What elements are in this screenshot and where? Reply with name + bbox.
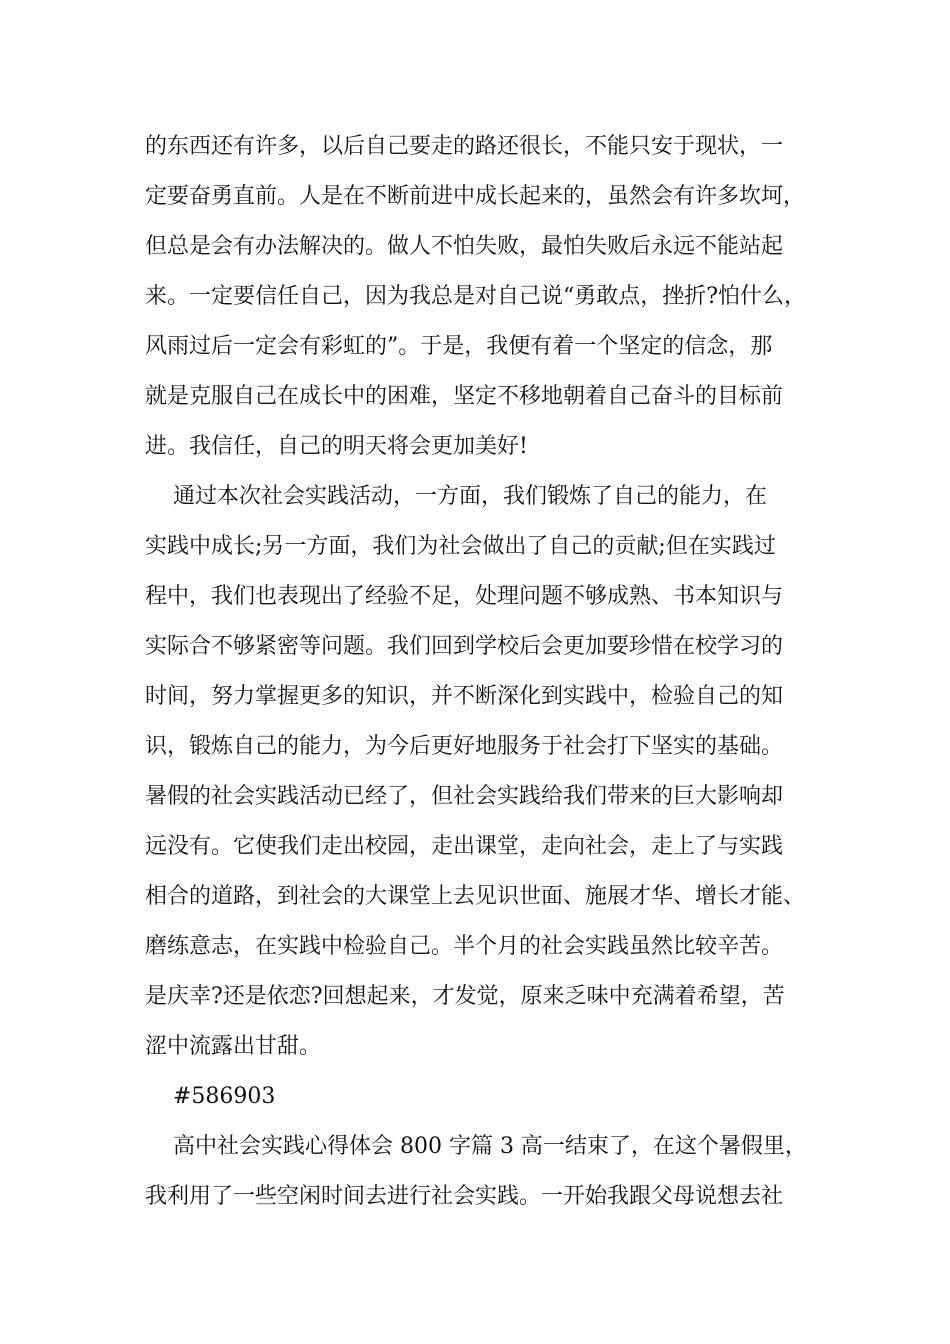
text-line: 高中社会实践心得体会 800 字篇 3 高一结束了，在这个暑假里，: [145, 1134, 807, 1159]
text-line: 就是克服自己在成长中的困难，坚定不移地朝着自己奋斗的目标前: [145, 384, 784, 409]
text-line: 时间，努力掌握更多的知识，并不断深化到实践中，检验自己的知: [145, 684, 784, 709]
text-line: 远没有。它使我们走出校园，走出课堂，走向社会，走上了与实践: [145, 834, 784, 859]
document-body: [145, 122, 835, 1222]
text-line: 程中，我们也表现出了经验不足，处理问题不够成熟、书本知识与: [145, 584, 784, 609]
text-line: 相合的道路，到社会的大课堂上去见识世面、施展才华、增长才能、: [145, 884, 806, 909]
text-line: 定要奋勇直前。人是在不断前进中成长起来的，虽然会有许多坎坷，: [145, 184, 806, 209]
text-line: 实际合不够紧密等问题。我们回到学校后会更加要珍惜在校学习的: [145, 634, 784, 659]
text-line: 风雨过后一定会有彩虹的”。于是，我便有着一个坚定的信念，那: [145, 334, 773, 359]
text-line: 实践中成长;另一方面，我们为社会做出了自己的贡献;但在实践过: [145, 534, 776, 559]
text-line: 是庆幸?还是依恋?回想起来，才发觉，原来乏味中充满着希望，苦: [145, 984, 785, 1009]
text-line: 进。我信任，自己的明天将会更加美好!: [145, 434, 528, 459]
text-line: 通过本次社会实践活动，一方面，我们锻炼了自己的能力，在: [145, 484, 767, 509]
text-line: 我利用了一些空闲时间去进行社会实践。一开始我跟父母说想去社: [145, 1184, 784, 1209]
text-line: 磨练意志，在实践中检验自己。半个月的社会实践虽然比较辛苦。: [145, 934, 784, 959]
text-line: 暑假的社会实践活动已经了，但社会实践给我们带来的巨大影响却: [145, 784, 784, 809]
text-line: 的东西还有许多，以后自己要走的路还很长，不能只安于现状，一: [145, 134, 784, 159]
text-line: 涩中流露出甘甜。: [145, 1034, 322, 1059]
text-line: 但总是会有办法解决的。做人不怕失败，最怕失败后永远不能站起: [145, 234, 784, 259]
text-line: 识，锻炼自己的能力，为今后更好地服务于社会打下坚实的基础。: [145, 734, 784, 759]
document-id: #586903: [145, 1084, 276, 1109]
text-line: 来。一定要信任自己，因为我总是对自己说“勇敢点，挫折?怕什么，: [145, 284, 807, 309]
